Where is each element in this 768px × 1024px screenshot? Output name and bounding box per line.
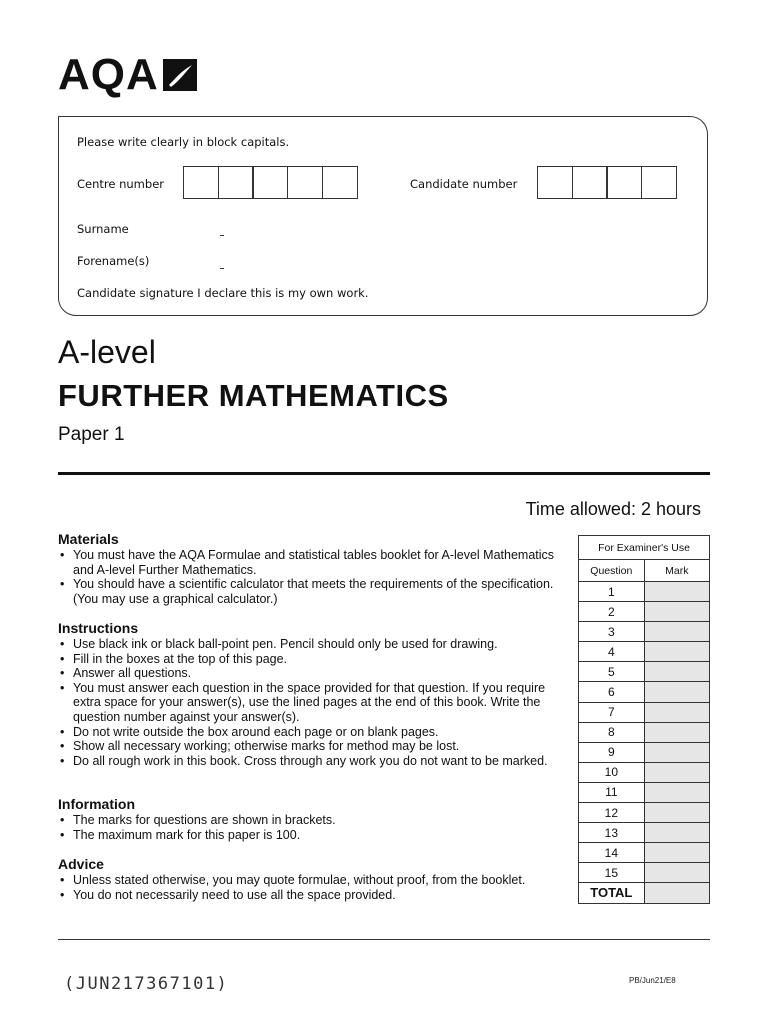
mark-cell[interactable] [644,823,709,843]
mark-column-header: Mark [644,560,709,582]
list-item: • Unless stated otherwise, you may quote formulae, without proof, from the booklet. [58,873,563,888]
list-item: • You must have the AQA Formulae and statistical tables booklet for A‑level Mathematics and A‑level Further Mathematics. [58,548,563,577]
mark-cell[interactable] [644,782,709,802]
paper-code: (JUN217367101) [64,974,229,994]
mark-cell[interactable] [644,722,709,742]
total-mark-cell[interactable] [644,883,709,903]
question-number: 4 [579,642,645,662]
centre-digit-box[interactable] [218,166,254,199]
question-number: 15 [579,863,645,883]
time-allowed: Time allowed: 2 hours [525,499,701,519]
centre-digit-box[interactable] [322,166,358,199]
list-item: • You should have a scientific calculator that meets the requirements of the specification. (You may use a graphical calculator.) [58,577,563,606]
centre-digit-box[interactable] [287,166,323,199]
candidate-digit-box[interactable] [537,166,573,199]
list-item: • The marks for questions are shown in brackets. [58,813,563,828]
mark-cell[interactable] [644,582,709,602]
centre-number-boxes[interactable] [184,166,358,199]
question-number: 9 [579,742,645,762]
logo-mark-icon [161,57,199,93]
page-reference: PB/Jun21/E8 [629,976,676,985]
signature-label: Candidate signature I declare this is my own work. [77,286,369,300]
question-number: 3 [579,622,645,642]
question-number: 6 [579,682,645,702]
candidate-details-box [58,116,708,316]
list-item: • Show all necessary working; otherwise marks for method may be lost. [58,739,563,754]
mark-cell[interactable] [644,863,709,883]
list-item: • Use black ink or black ball-point pen. Pencil should only be used for drawing. [58,637,563,652]
mark-cell[interactable] [644,682,709,702]
surname-label: Surname [77,222,129,236]
examiner-use-table [578,535,710,904]
candidate-number-boxes[interactable] [538,166,677,199]
mark-cell[interactable] [644,602,709,622]
list-item: • Answer all questions. [58,666,563,681]
candidate-digit-box[interactable] [606,166,642,199]
materials-section [58,531,563,606]
mark-cell[interactable] [644,622,709,642]
candidate-digit-box[interactable] [572,166,608,199]
mark-cell[interactable] [644,662,709,682]
advice-heading: Advice [58,856,104,872]
question-number: 14 [579,843,645,863]
mark-cell[interactable] [644,803,709,823]
surname-field[interactable] [220,226,224,236]
paper-number: Paper 1 [58,424,125,445]
instructions-heading: Instructions [58,620,139,636]
information-section [58,796,563,842]
mark-cell[interactable] [644,702,709,722]
forename-label: Forename(s) [77,254,150,268]
question-number: 11 [579,782,645,802]
mark-cell[interactable] [644,843,709,863]
centre-number-label: Centre number [77,177,164,191]
title-divider [58,472,710,475]
question-number: 5 [579,662,645,682]
list-item: • The maximum mark for this paper is 100. [58,828,563,843]
information-heading: Information [58,796,135,812]
centre-digit-box[interactable] [252,166,288,199]
mark-cell[interactable] [644,762,709,782]
list-item: • You must answer each question in the space provided for that question. If you require extra space for your answer(s), use the lined pages at the end of this book. Write the question number against your answer(s). [58,681,563,725]
question-number: 10 [579,762,645,782]
question-number: 13 [579,823,645,843]
aqa-logo [58,52,199,98]
mark-cell[interactable] [644,742,709,762]
question-number: 12 [579,803,645,823]
candidate-number-label: Candidate number [410,177,518,191]
mark-cell[interactable] [644,642,709,662]
qualification-level: A-level [58,334,156,370]
block-capitals-instruction: Please write clearly in block capitals. [77,135,290,149]
instructions-section [58,620,563,768]
list-item: • Do not write outside the box around each page or on blank pages. [58,725,563,740]
materials-heading: Materials [58,531,119,547]
centre-digit-box[interactable] [183,166,219,199]
list-item: • Fill in the boxes at the top of this page. [58,652,563,667]
logo-text: AQA [58,50,159,99]
question-number: 1 [579,582,645,602]
advice-section [58,856,563,902]
total-label: TOTAL [579,883,645,903]
question-number: 7 [579,702,645,722]
examiner-use-header: For Examiner's Use [579,536,710,560]
list-item: • Do all rough work in this book. Cross through any work you do not want to be marked. [58,754,563,769]
forename-field[interactable] [220,259,224,269]
subject-title: FURTHER MATHEMATICS [58,378,449,413]
question-number: 8 [579,722,645,742]
question-column-header: Question [579,560,645,582]
candidate-digit-box[interactable] [641,166,677,199]
footer-divider [58,939,710,940]
question-number: 2 [579,602,645,622]
list-item: • You do not necessarily need to use all the space provided. [58,888,563,903]
